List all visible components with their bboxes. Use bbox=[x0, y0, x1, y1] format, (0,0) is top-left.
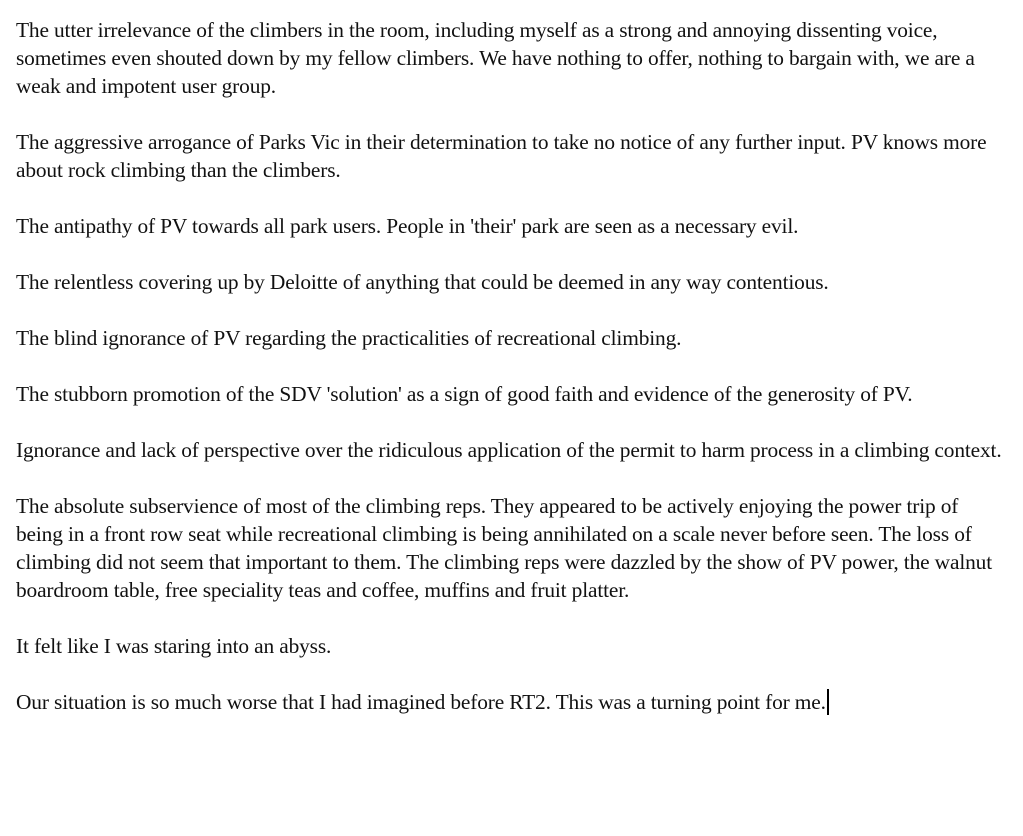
paragraph: The absolute subservience of most of the climbing reps. They appeared to be actively enjoying the power trip of being in a front row seat while recreational climbing is being annihilated on a scale never before seen. The loss of climbing did not seem that important to them. The climbing reps were dazzled by the show of PV power, the walnut boardroom table, free speciality teas and coffee, muffins and fruit platter. bbox=[16, 494, 993, 602]
paragraph: The stubborn promotion of the SDV 'solution' as a sign of good faith and evidence of the generosity of PV. bbox=[16, 382, 913, 406]
paragraph: Ignorance and lack of perspective over the ridiculous application of the permit to harm process in a climbing context. bbox=[16, 438, 1002, 462]
paragraph: The antipathy of PV towards all park users. People in 'their' park are seen as a necessary evil. bbox=[16, 214, 799, 238]
text-cursor bbox=[827, 689, 829, 715]
paragraph: The blind ignorance of PV regarding the practicalities of recreational climbing. bbox=[16, 326, 682, 350]
paragraph: The relentless covering up by Deloitte of anything that could be deemed in any way contentious. bbox=[16, 270, 829, 294]
last-paragraph bbox=[16, 688, 1003, 716]
paragraph: The utter irrelevance of the climbers in the room, including myself as a strong and annoying dissenting voice, sometimes even shouted down by my fellow climbers. We have nothing to offer, nothing to bargain with, we are a weak and impotent user group. bbox=[16, 18, 975, 98]
paragraph-text: Our situation is so much worse that I had imagined before RT2. This was a turning point for me. bbox=[16, 690, 826, 714]
paragraph: It felt like I was staring into an abyss. bbox=[16, 634, 332, 658]
paragraph: The aggressive arrogance of Parks Vic in their determination to take no notice of any further input. PV knows more about rock climbing than the climbers. bbox=[16, 130, 987, 182]
